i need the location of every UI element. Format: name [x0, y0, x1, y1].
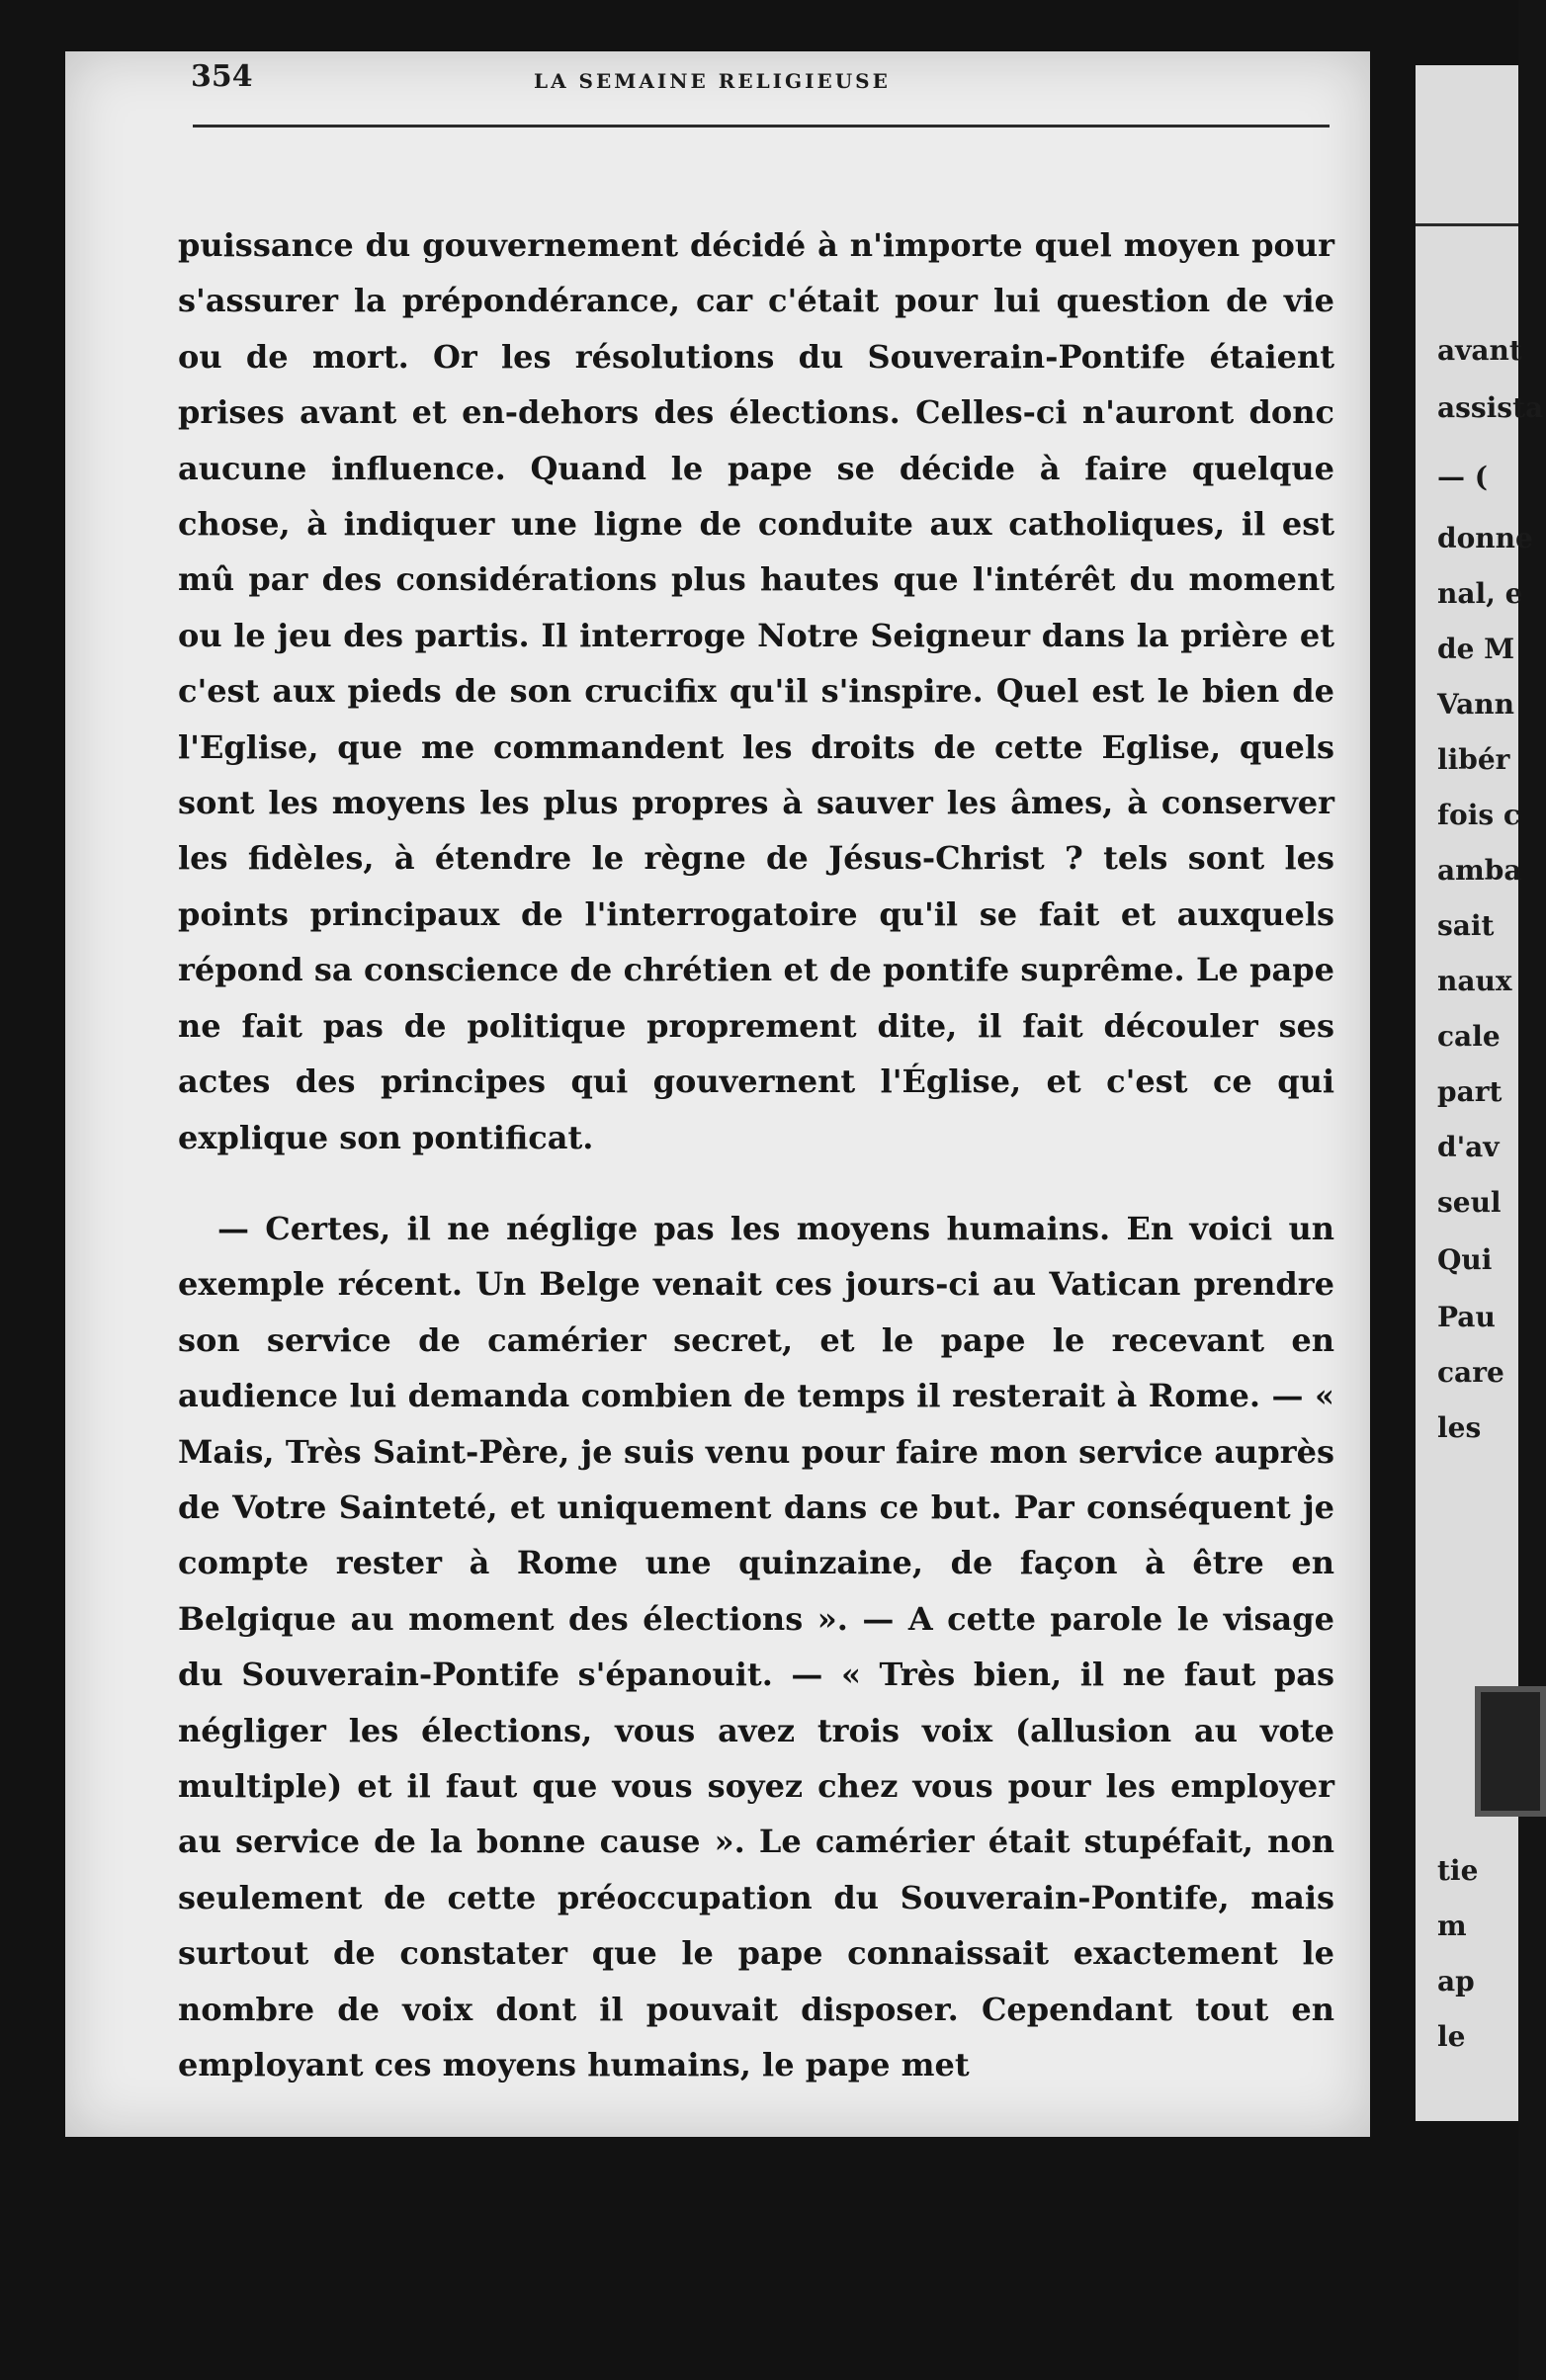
facing-line: seul — [1437, 1186, 1502, 1219]
page-number: 354 — [191, 59, 253, 94]
facing-line: Vann — [1437, 688, 1515, 721]
facing-line: d'av — [1437, 1131, 1500, 1163]
facing-line: avant — [1437, 334, 1522, 367]
facing-line: libér — [1437, 743, 1510, 776]
facing-line: Pau — [1437, 1301, 1496, 1333]
facing-line: fois c — [1437, 799, 1520, 831]
facing-line: nal, e — [1437, 577, 1523, 610]
facing-page-edge — [1416, 65, 1544, 2121]
facing-line: tie — [1437, 1854, 1479, 1887]
body-paragraph-1: puissance du gouvernement décidé à n'importe quel moyen pour s'assurer la prépondérance, car c'était pour lui question de vie ou de mort. Or les résolutions du Souverain-Pontife étaient prises avant et en-dehors des élections. Celles-ci n'auront donc aucune influence. Quand le pape se décide à faire quelque chose, à indiquer une ligne de conduite aux catholiques, il est mû par des considérations plus hautes que l'intérêt du moment ou le jeu des partis. Il interroge Notre Seigneur dans la prière et c'est aux pieds de son crucifix qu'il s'inspire. Quel est le bien de l'Eglise, que me commandent les droits de cette Eglise, quels sont les moyens les plus propres à sauver les âmes, à conserver les fidèles, à étendre le règne de Jésus-Christ ? tels sont les points principaux de l'interrogatoire qu'il se fait et auxquels répond sa conscience de chrétien et de pontife suprême. Le pape ne fait pas de politique proprement dite, il fait découler ses actes des principes qui gouvernent l'Église, et c'est ce qui explique son pontificat. — [178, 226, 1334, 1156]
facing-line: cale — [1437, 1020, 1501, 1053]
facing-line: sait — [1437, 909, 1495, 942]
facing-line: care — [1437, 1356, 1504, 1389]
facing-line: le — [1437, 2020, 1466, 2053]
facing-line: m — [1437, 1910, 1467, 1942]
running-title: LA SEMAINE RELIGIEUSE — [534, 69, 891, 93]
facing-line: les — [1437, 1411, 1482, 1444]
facing-line: part — [1437, 1075, 1503, 1108]
body-paragraph-2: — Certes, il ne néglige pas les moyens humains. En voici un exemple récent. Un Belge venait ces jours-ci au Vatican prendre son service de camérier secret, et le pape le recevant en audience lui demanda combien de temps il resterait à Rome. — « Mais, Très Saint-Père, je suis venu pour faire mon service auprès de Votre Sainteté, et uniquement dans ce but. Par conséquent je compte rester à Rome une quinzaine, de façon à être en Belgique au moment des élections ». — A cette parole le visage du Souverain-Pontife s'épanouit. — « Très bien, il ne faut pas négliger les élections, vous avez trois voix (allusion au vote multiple) et il faut que vous soyez chez vous pour les employer au service de la bonne cause ». Le camérier était stupéfait, non seulement de cette préoccupation du Souverain-Pontife, mais surtout de constater que le pape connaissait exactement le nombre de voix dont il pouvait disposer. Cependant tout en employant ces moyens humains, le pape met — [178, 1210, 1334, 2084]
facing-line: amba — [1437, 854, 1522, 887]
facing-line: naux — [1437, 965, 1512, 997]
facing-line: ap — [1437, 1965, 1475, 1998]
facing-line: assista — [1437, 391, 1544, 424]
facing-page-rule — [1416, 223, 1518, 226]
facing-line: — ( — [1437, 461, 1488, 493]
header-rule — [193, 125, 1330, 128]
facing-line: donne — [1437, 522, 1533, 554]
initial-ornament — [1475, 1686, 1546, 1817]
facing-line: Qui — [1437, 1243, 1493, 1276]
facing-line: de M — [1437, 633, 1515, 665]
